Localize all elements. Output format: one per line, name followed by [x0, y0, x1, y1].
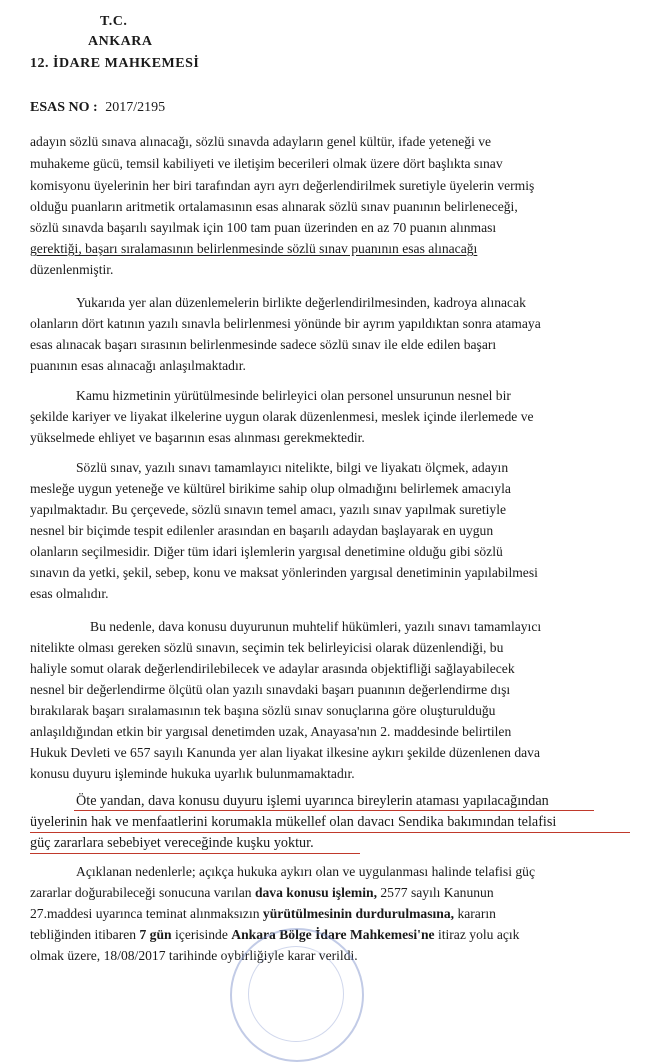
body-line-highlighted: Öte yandan, dava konusu duyuru işlemi uyarınca bireylerin ataması yapılacağından	[76, 793, 549, 809]
body-line: puanının esas alınacağı anlaşılmaktadır.	[30, 358, 246, 373]
body-line: olanların seçilmesidir. Diğer tüm idari işlemlerin yargısal denetimine olduğu gibi sözlü	[30, 544, 503, 559]
body-segment: kararın	[457, 906, 496, 921]
body-line: şekilde kariyer ve liyakat ilkelerine uygun olarak düzenlenmesi, meslek içinde ilerlemede ve	[30, 409, 534, 424]
body-line: anlaşıldığından etkin bir yargısal denetimden uzak, Anayasa'nın 2. maddesinde belirtilen	[30, 724, 512, 739]
body-line: Yukarıda yer alan düzenlemelerin birlikte değerlendirilmesinden, kadroya alınacak	[76, 295, 526, 310]
body-line: esas olmalıdır.	[30, 586, 109, 601]
body-line-underlined: gerektiği, başarı sıralamasının belirlenmesinde sözlü sınav puanının esas alınacağı	[30, 241, 478, 256]
body-line: olmak üzere, 18/08/2017 tarihinde oybirliğiyle karar verildi.	[30, 948, 358, 963]
body-segment: zararlar doğurabileceği sonucuna varılan	[30, 885, 252, 900]
body-segment: 2577 sayılı Kanunun	[380, 885, 494, 900]
body-line: sınavın da yetki, şekil, sebep, konu ve maksat yönlerinden yargısal denetiminin yapılabilmesi	[30, 565, 538, 580]
body-line: yapılmaktadır. Bu çerçevede, sözlü sınavın temel amacı, yazılı sınav yapılmak suretiyle	[30, 502, 506, 517]
body-segment-bold: dava konusu işlemin,	[254, 885, 377, 900]
body-line: yükselmede ehliyet ve başarının esas alınması gerekmektedir.	[30, 430, 365, 445]
body-segment-bold: 7 gün	[139, 927, 172, 942]
esas-label: ESAS NO :	[30, 100, 98, 115]
header-city: ANKARA	[88, 34, 153, 49]
body-line: Sözlü sınav, yazılı sınavı tamamlayıcı nitelikte, bilgi ve liyakatı ölçmek, adayın	[76, 460, 509, 475]
body-line: bırakılarak başarı sıralamasının tek başına sözlü sınav sonuçlarına göre oluşturulduğu	[30, 703, 496, 718]
body-line: muhakeme gücü, temsil kabiliyeti ve iletişim becerileri olmak üzere dört başlıkta sınav	[30, 156, 503, 171]
body-line: haliyle somut olarak değerlendirilebilecek ve adaylar arasında objektifliği sağlayabilecek	[30, 661, 515, 676]
body-line-highlighted: güç zararlara sebebiyet vereceğinde kuşku yoktur.	[30, 835, 314, 851]
court-stamp-inner	[248, 946, 344, 1042]
body-line-highlighted: üyelerinin hak ve menfaatlerini korumakla mükellef olan davacı Sendika bakımından telafisi	[30, 814, 557, 830]
body-line: esas alınacak başarı sırasının belirlenmesinde sadece sözlü sınav ile elde edilen başarı	[30, 337, 497, 352]
body-segment: itiraz yolu açık	[437, 927, 520, 942]
body-line: adayın sözlü sınava alınacağı, sözlü sınavda adayların genel kültür, ifade yeteneği ve	[30, 134, 492, 149]
esas-row	[30, 100, 165, 116]
highlight-underline	[74, 810, 594, 811]
body-line: konusu duyuru işleminde hukuka uyarlık bulunmamaktadır.	[30, 766, 355, 781]
body-line: Hukuk Devleti ve 657 sayılı Kanunda yer alan liyakat ilkesine aykırı şekilde düzenlenen dava	[30, 745, 540, 760]
highlight-underline	[30, 832, 630, 833]
body-segment-bold: yürütülmesinin durdurulmasına,	[262, 906, 455, 921]
body-line	[30, 883, 494, 902]
header-court: 12. İDARE MAHKEMESİ	[30, 56, 200, 71]
body-line	[30, 904, 496, 923]
body-line: Kamu hizmetinin yürütülmesinde belirleyici olan personel unsurunun nesnel bir	[76, 388, 511, 403]
body-segment: 27.maddesi uyarınca teminat alınmaksızın	[30, 906, 260, 921]
body-segment: tebliğinden itibaren	[30, 927, 137, 942]
body-line: nesnel bir değerlendirme ölçütü olan yazılı sınavdaki başarı puanının değerlendirme dışı	[30, 682, 511, 697]
header-tc: T.C.	[100, 14, 128, 29]
body-line: nitelikte olması gereken sözlü sınavın, seçimin tek belirleyicisi olarak düzenlendiği, bu	[30, 640, 504, 655]
esas-value: 2017/2195	[105, 100, 166, 115]
body-line: olduğu puanların aritmetik ortalamasının esas alınarak sözlü sınav puanının belirleneceği,	[30, 199, 518, 214]
body-line: düzenlenmiştir.	[30, 262, 114, 277]
body-line: olanların dört katının yazılı sınavla belirlenmesi yönünde bir ayrım yapıldıktan sonra atamaya	[30, 316, 541, 331]
body-line: komisyonu üyelerinin her biri tarafından ayrı ayrı değerlendirilmek suretiyle üyelerin vermiş	[30, 178, 535, 193]
body-segment: içerisinde	[175, 927, 228, 942]
body-line: Açıklanan nedenlerle; açıkça hukuka aykırı olan ve uygulanması halinde telafisi güç	[76, 864, 535, 879]
body-line: sözlü sınavda başarılı sayılmak için 100 tam puan üzerinden en az 70 puanın alınması	[30, 220, 497, 235]
body-line: nesnel bir biçimde tespit edilenler arasından en başarılı adaydan başlayarak en uygun	[30, 523, 494, 538]
highlight-underline	[30, 853, 360, 854]
body-segment-bold: Ankara Bölge İdare Mahkemesi'ne	[231, 927, 435, 942]
body-line: mesleğe uygun yeteneğe ve kültürel birikime sahip olup olmadığını belirlemek amacıyla	[30, 481, 511, 496]
body-line: Bu nedenle, dava konusu duyurunun muhtelif hükümleri, yazılı sınavı tamamlayıcı	[90, 619, 542, 634]
